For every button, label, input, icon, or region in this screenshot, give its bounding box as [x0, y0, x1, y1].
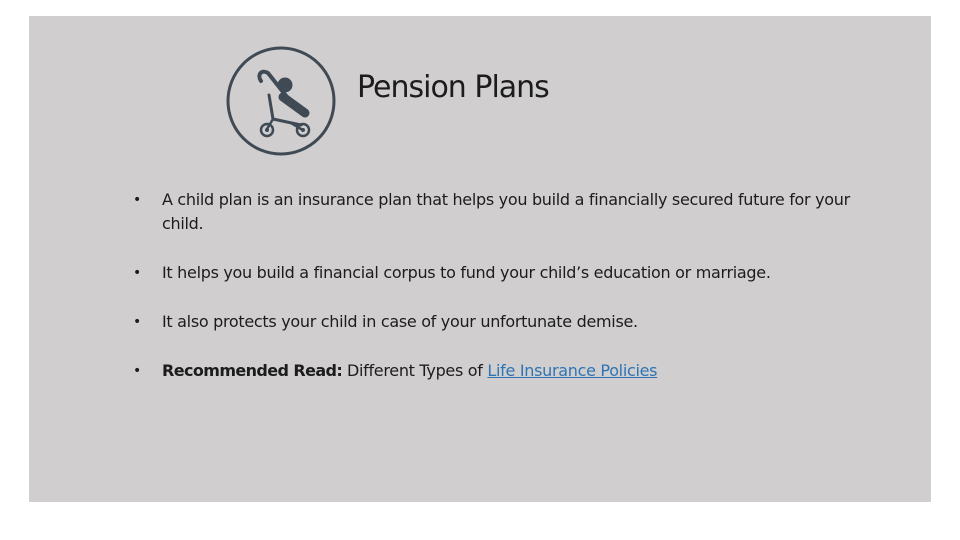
bullet-text: It also protects your child in case of your unfortunate demise. [162, 312, 638, 331]
bullet-text: Different Types of [342, 361, 488, 380]
life-insurance-policies-link[interactable]: Life Insurance Policies [487, 361, 658, 380]
bullet-item [133, 261, 853, 285]
recommended-read-label: Recommended Read: [162, 361, 343, 380]
bullet-item [133, 359, 853, 383]
bullet-list [133, 188, 853, 383]
slide-title: Pension Plans [357, 70, 549, 105]
slide [29, 16, 931, 502]
bullet-item [133, 310, 853, 334]
bullet-text: A child plan is an insurance plan that helps you build a financially secured future for your child. [162, 190, 850, 233]
bullet-item [133, 188, 853, 236]
bullet-text: It helps you build a financial corpus to fund your child’s education or marriage. [162, 263, 771, 282]
stroller-icon [225, 45, 337, 157]
